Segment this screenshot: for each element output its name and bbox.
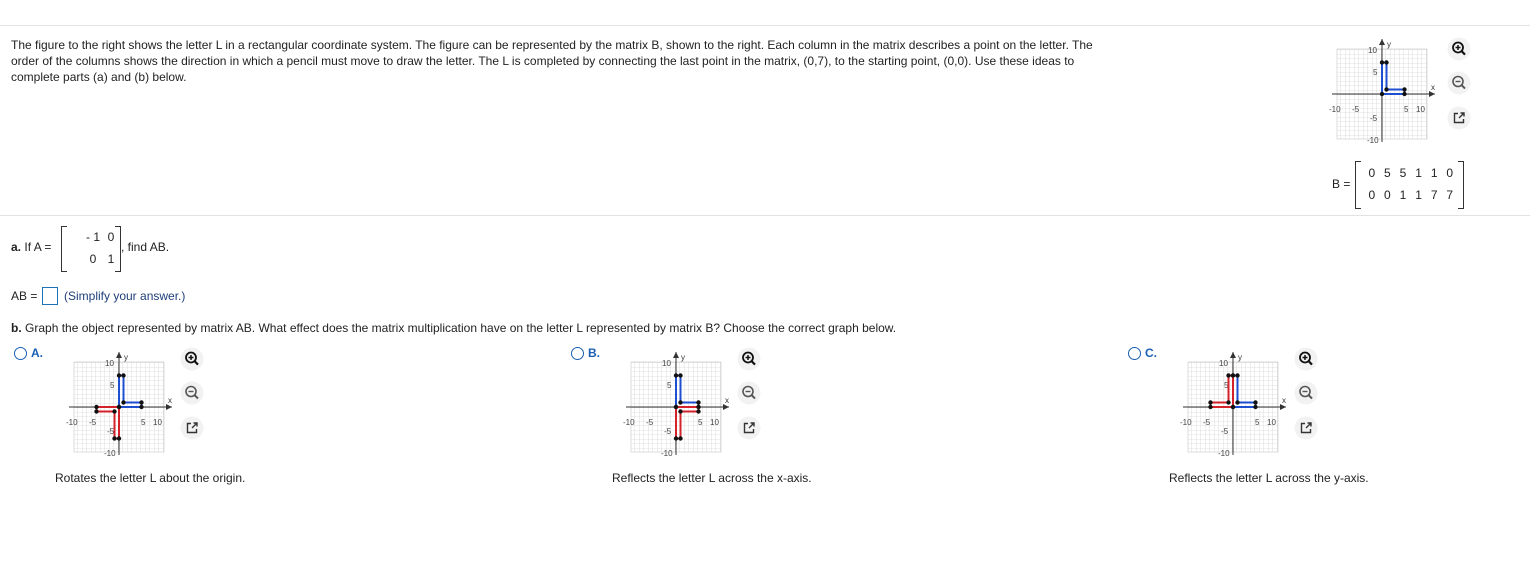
original-l-point	[1253, 405, 1257, 409]
option-a-label[interactable]: A.	[31, 346, 43, 360]
matrix-b-label: B =	[1332, 177, 1351, 191]
original-l-point	[674, 373, 678, 377]
tick-y-5: 5	[1373, 68, 1378, 77]
option-c-label[interactable]: C.	[1145, 346, 1157, 360]
x-axis-label: x	[725, 396, 729, 405]
matrix-b	[1364, 167, 1458, 201]
original-l-point	[696, 400, 700, 404]
y-axis-arrow	[673, 352, 679, 358]
option-a-graph	[64, 349, 184, 457]
zoom-out-icon[interactable]	[1294, 381, 1318, 405]
y-axis-arrow	[1379, 39, 1385, 45]
zoom-in-icon[interactable]	[737, 347, 761, 371]
zoom-in-icon[interactable]	[1294, 347, 1318, 371]
transformed-l-point	[678, 409, 682, 413]
transformed-l-point	[1208, 405, 1212, 409]
transformed-l-point	[674, 405, 678, 409]
matrix-cell: 1	[1430, 166, 1438, 180]
tick-y-neg10: -10	[104, 449, 116, 457]
tick-y-10: 10	[1219, 359, 1228, 368]
y-axis-arrow	[116, 352, 122, 358]
original-l-point	[1253, 400, 1257, 404]
matrix-cell: 0	[107, 230, 115, 244]
transformed-l-point	[1208, 400, 1212, 404]
matrix-cell: 5	[1399, 166, 1407, 180]
tick-x-5: 5	[698, 418, 703, 427]
y-axis-label: y	[1387, 40, 1391, 49]
tick-x-neg5: -5	[89, 418, 97, 427]
y-axis-label: y	[681, 353, 685, 362]
part-a-if: If A =	[24, 240, 52, 254]
option-a-caption: Rotates the letter L about the origin.	[55, 471, 246, 485]
transformed-l-point	[696, 405, 700, 409]
popout-icon[interactable]	[180, 416, 204, 440]
matrix-cell: - 1	[85, 230, 100, 244]
option-c-radio[interactable]	[1128, 347, 1141, 360]
original-l-point	[117, 373, 121, 377]
zoom-in-icon[interactable]	[1447, 37, 1471, 61]
zoom-out-icon[interactable]	[737, 381, 761, 405]
matrix-a-left-bracket	[61, 226, 67, 272]
matrix-a	[82, 231, 118, 265]
option-b-label[interactable]: B.	[588, 346, 600, 360]
original-l-point	[121, 400, 125, 404]
option-c-caption: Reflects the letter L across the y-axis.	[1169, 471, 1369, 485]
matrix-cell: 7	[1446, 188, 1454, 202]
original-l-point	[1235, 373, 1239, 377]
matrix-cell: 1	[1399, 188, 1407, 202]
tick-y-neg5: -5	[107, 427, 115, 436]
tick-y-neg10: -10	[661, 449, 673, 457]
part-b-prefix: b.	[11, 321, 22, 335]
transformed-l-point	[112, 436, 116, 440]
transformed-l-point	[674, 436, 678, 440]
zoom-in-icon[interactable]	[180, 347, 204, 371]
original-l-point	[678, 400, 682, 404]
tick-y-neg5: -5	[664, 427, 672, 436]
matrix-cell: 0	[1368, 166, 1376, 180]
tick-x-neg5: -5	[1203, 418, 1211, 427]
transformed-l-point	[94, 409, 98, 413]
x-axis-label: x	[1282, 396, 1286, 405]
tick-x-10: 10	[153, 418, 162, 427]
y-axis-arrow	[1230, 352, 1236, 358]
matrix-cell: 1	[1415, 188, 1422, 202]
zoom-out-icon[interactable]	[180, 381, 204, 405]
original-l-point	[121, 373, 125, 377]
option-a-radio[interactable]	[14, 347, 27, 360]
popout-icon[interactable]	[1447, 106, 1471, 130]
tick-y-neg10: -10	[1367, 136, 1379, 144]
part-a-suffix: , find AB.	[121, 240, 170, 254]
tick-x-10: 10	[1267, 418, 1276, 427]
original-l-point	[139, 400, 143, 404]
tick-x-5: 5	[1404, 105, 1409, 114]
transformed-l-point	[1231, 405, 1235, 409]
tick-x-neg10: -10	[1329, 105, 1341, 114]
part-a-prompt	[11, 240, 51, 254]
transformed-l-point	[1231, 373, 1235, 377]
tick-x-10: 10	[1416, 105, 1425, 114]
transformed-l-point	[94, 405, 98, 409]
tick-y-10: 10	[1368, 46, 1377, 55]
tick-x-10: 10	[710, 418, 719, 427]
part-a-prefix: a.	[11, 240, 22, 254]
x-axis-label: x	[1431, 83, 1435, 92]
tick-y-5: 5	[1224, 381, 1229, 390]
original-l-point	[139, 405, 143, 409]
original-l-point	[678, 373, 682, 377]
tick-x-5: 5	[1255, 418, 1260, 427]
popout-icon[interactable]	[1294, 416, 1318, 440]
tick-x-neg10: -10	[66, 418, 78, 427]
matrix-cell: 1	[107, 252, 115, 266]
transformed-l-point	[112, 409, 116, 413]
matrix-cell: 0	[1368, 188, 1376, 202]
matrix-cell: 0	[1384, 188, 1391, 202]
option-c-graph	[1178, 349, 1298, 457]
tick-y-neg5: -5	[1370, 114, 1378, 123]
tick-x-5: 5	[141, 418, 146, 427]
section-divider	[0, 215, 1530, 216]
original-l-point	[1235, 400, 1239, 404]
matrix-b-left-bracket	[1355, 161, 1361, 209]
transformed-l-point	[678, 436, 682, 440]
matrix-cell: 0	[1446, 166, 1454, 180]
matrix-cell: 1	[1415, 166, 1422, 180]
transformed-l-point	[117, 405, 121, 409]
option-b-radio[interactable]	[571, 347, 584, 360]
x-axis-label: x	[168, 396, 172, 405]
answer-label: AB =	[11, 289, 38, 303]
part-b-text: Graph the object represented by matrix AB. What effect does the matrix multiplication have on the letter L represented by matrix B? Choose the correct graph below.	[25, 321, 897, 335]
answer-hint: (Simplify your answer.)	[64, 289, 186, 303]
matrix-cell: 5	[1384, 166, 1391, 180]
y-axis-label: y	[124, 353, 128, 362]
transformed-l-point	[1226, 400, 1230, 404]
tick-x-neg10: -10	[1180, 418, 1192, 427]
popout-icon[interactable]	[737, 416, 761, 440]
top-divider	[0, 25, 1530, 26]
figure-b-graph	[1327, 36, 1447, 144]
tick-x-neg5: -5	[1352, 105, 1360, 114]
zoom-out-icon[interactable]	[1447, 71, 1471, 95]
tick-x-neg5: -5	[646, 418, 654, 427]
tick-y-5: 5	[667, 381, 672, 390]
matrix-b-right-bracket	[1458, 161, 1464, 209]
matrix-cell: 7	[1430, 188, 1438, 202]
part-b-question	[11, 321, 896, 335]
y-axis-label: y	[1238, 353, 1242, 362]
tick-x-neg10: -10	[623, 418, 635, 427]
option-b-caption: Reflects the letter L across the x-axis.	[612, 471, 812, 485]
problem-statement: The figure to the right shows the letter L in a rectangular coordinate system. The figure can be represented by the matrix B, shown to the right. Each column in the matrix describes a point on the letter. The order of the columns shows the direction in which a pencil must move to draw the letter. The L is completed by connecting the last point in the matrix, (0,7), to the starting point, (0,0). Use these ideas to complete parts (a) and (b) below.	[11, 38, 1093, 84]
transformed-l-point	[696, 409, 700, 413]
answer-input[interactable]	[42, 287, 58, 305]
option-b-graph	[621, 349, 741, 457]
tick-y-5: 5	[110, 381, 115, 390]
transformed-l-point	[117, 436, 121, 440]
tick-y-10: 10	[662, 359, 671, 368]
tick-y-neg10: -10	[1218, 449, 1230, 457]
matrix-cell: 0	[89, 252, 97, 266]
transformed-l-point	[1226, 373, 1230, 377]
tick-y-10: 10	[105, 359, 114, 368]
tick-y-neg5: -5	[1221, 427, 1229, 436]
